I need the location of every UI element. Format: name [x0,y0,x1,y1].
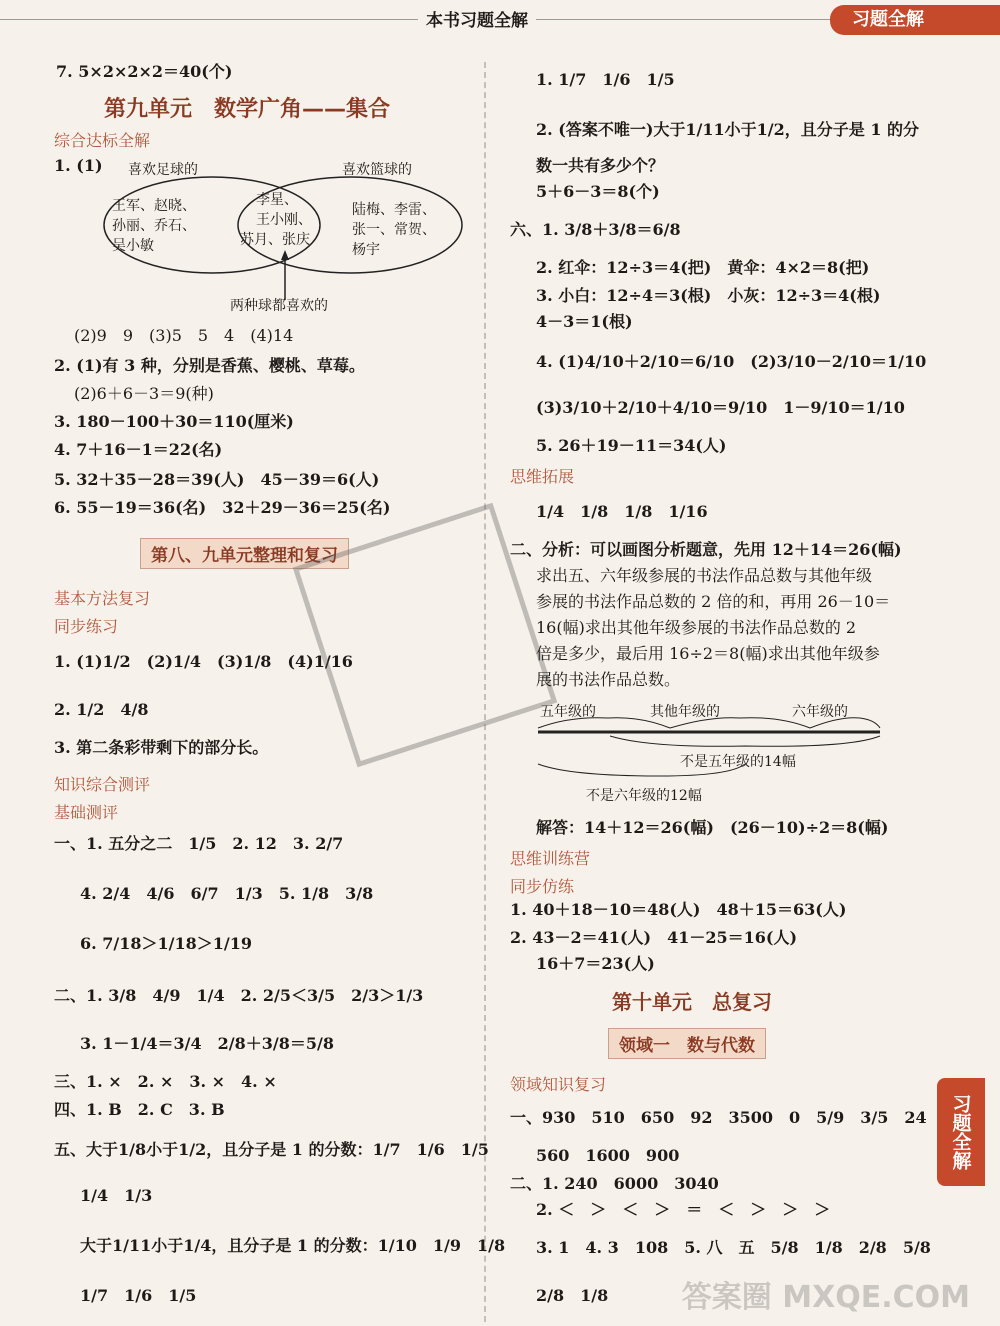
venn-right-name-2: 张一、常贺、 [352,222,436,238]
si: 四、1. B 2. C 3. B [54,1100,225,1119]
diagram-label-other: 其他年级的 [650,704,720,720]
tz2e: 倍是多少，最后用 16÷2＝8(幅)求出其他年级参 [536,644,880,663]
section-tongbu: 同步练习 [54,617,119,636]
r1: 1. 1/7 1/6 1/5 [536,70,675,89]
q6: 6. 55－19＝36(名) 32＋29－36＝25(名) [54,498,391,517]
e3: 3. 1－1/4＝3/4 2/8＋3/8＝5/8 [80,1034,334,1053]
tz2c: 参展的书法作品总数的 2 倍的和，再用 26－10＝ [536,592,891,611]
venn-left-name-2: 孙丽、乔石、 [112,218,196,234]
side-tab: 习题全解 [937,1078,985,1186]
z5: 2/8 1/8 [536,1286,609,1305]
r2b: 数一共有多少个？ [536,156,665,175]
liu1: 六、1. 3/8＋3/8＝6/8 [510,220,681,239]
unit9-title: 第九单元 数学广角——集合 [104,97,391,122]
section-fangbian: 同步仿练 [510,877,575,896]
venn-right-title: 喜欢篮球的 [342,162,412,178]
e1: 二、1. 3/8 4/9 1/4 2. 2/5＜3/5 2/3＞1/3 [54,986,424,1005]
s1: 1. (1)1/2 (2)1/4 (3)1/8 (4)1/16 [54,652,353,671]
diagram-label-not6: 不是六年级的12幅 [586,788,702,804]
diagram-label-not5: 不是五年级的14幅 [680,754,796,770]
f2b: 16＋7＝23(人) [536,954,655,973]
r2a: 2. (答案不唯一)大于1/11小于1/2，且分子是 1 的分 [536,120,920,139]
section-xunlian: 思维训练营 [510,849,591,868]
diagram-label-6: 六年级的 [792,704,848,720]
liu3b: 4－3＝1(根) [536,312,633,331]
f1: 1. 40＋18－10＝48(人) 48＋15＝63(人) [510,900,847,919]
venn-left-title: 喜欢足球的 [128,162,198,178]
tz2d: 16(幅)求出其他年级参展的书法作品总数的 2 [536,618,857,637]
venn-left-name-3: 吴小敏 [112,238,154,254]
venn-both-label: 两种球都喜欢的 [230,298,328,314]
box-lingyu1: 领域一 数与代数 [608,1028,766,1059]
section-zhishi: 知识综合测评 [54,775,151,794]
wu2: 1/4 1/3 [80,1186,153,1205]
section-jichu: 基础测评 [54,803,119,822]
s2: 2. 1/2 4/8 [54,700,149,719]
s3: 3. 第二条彩带剩下的部分长。 [54,738,269,757]
y1: 一、1. 五分之二 1/5 2. 12 3. 2/7 [54,834,344,853]
header-tag: 习题全解 [830,5,1000,35]
y6: 6. 7/18＞1/18＞1/19 [80,934,253,953]
q1-label: 1. (1) [54,156,103,175]
diagram-label-5: 五年级的 [540,704,596,720]
liu5: 5. 26＋19－11＝34(人) [536,436,727,455]
unit10-title: 第十单元 总复习 [612,990,772,1014]
box-review-89: 第八、九单元整理和复习 [140,538,349,569]
section-jiben: 基本方法复习 [54,589,151,608]
z3: 2. ＜ ＞ ＜ ＞ ＝ ＜ ＞ ＞ ＞ [536,1200,831,1219]
venn-right-name-3: 杨宇 [352,242,380,258]
wu3: 大于1/11小于1/4，且分子是 1 的分数：1/10 1/9 1/8 [80,1236,506,1255]
liu4: 4. (1)4/10＋2/10＝6/10 (2)3/10－2/10＝1/10 [536,352,927,371]
liu4b: (3)3/10＋2/10＋4/10＝9/10 1－9/10＝1/10 [536,398,905,417]
venn-arrow-head [281,250,289,260]
section-lingyu: 领域知识复习 [510,1075,607,1094]
r2c: 5＋6－3＝8(个) [536,182,660,201]
y4: 4. 2/4 4/6 6/7 1/3 5. 1/8 3/8 [80,884,374,903]
liu3: 3. 小白：12÷4＝3(根) 小灰：12÷3＝4(根) [536,286,881,305]
venn-mid-name-2: 王小刚、 [256,212,312,228]
venn-right-name-1: 陆梅、李雷、 [352,202,436,218]
section-siwei: 思维拓展 [510,467,575,486]
venn-mid-name-1: 李星、 [256,192,298,208]
wu4: 1/7 1/6 1/5 [80,1286,197,1305]
tz2a: 二、分析：可以画图分析题意，先用 12＋14＝26(幅) [510,540,902,559]
san: 三、1. × 2. × 3. × 4. × [54,1072,277,1091]
z1: 一、930 510 650 92 3500 0 5/9 3/5 24 [510,1108,927,1127]
section-zonghe: 综合达标全解 [54,131,151,150]
f2: 2. 43－2＝41(人) 41－25＝16(人) [510,928,798,947]
q5: 5. 32＋35－28＝39(人) 45－39＝6(人) [54,470,380,489]
page-header [0,0,1000,38]
q1-sub: (2)9 9 (3)5 5 4 (4)14 [74,326,294,345]
brace-not5 [610,736,880,746]
jieda: 解答：14＋12＝26(幅) (26－10)÷2＝8(幅) [536,818,889,837]
q3: 3. 180－100＋30＝110(厘米) [54,412,294,431]
tz2b: 求出五、六年级参展的书法作品总数与其他年级 [536,566,873,585]
z2: 二、1. 240 6000 3040 [510,1174,719,1193]
wu1: 五、大于1/8小于1/2，且分子是 1 的分数：1/7 1/6 1/5 [54,1140,489,1159]
venn-left-name-1: 王军、赵晓、 [112,198,196,214]
tz1: 1/4 1/8 1/8 1/16 [536,502,708,521]
header-title: 本书习题全解 [418,6,536,31]
liu2: 2. 红伞：12÷3＝4(把) 黄伞：4×2＝8(把) [536,258,870,277]
z1b: 560 1600 900 [536,1146,680,1165]
q2a: 2. (1)有 3 种，分别是香蕉、樱桃、草莓。 [54,356,365,375]
watermark: 答案圈 MXQE.COM [681,1280,970,1315]
tz2f: 展的书法作品总数。 [536,670,681,689]
venn-mid-name-3: 苏月、张庆 [240,232,310,248]
q2b: (2)6＋6－3＝9(种) [74,384,214,403]
q4: 4. 7＋16－1＝22(名) [54,440,223,459]
z4: 3. 1 4. 3 108 5. 八 五 5/8 1/8 2/8 5/8 [536,1238,931,1257]
answer-7: 7. 5×2×2×2＝40(个) [56,62,233,81]
